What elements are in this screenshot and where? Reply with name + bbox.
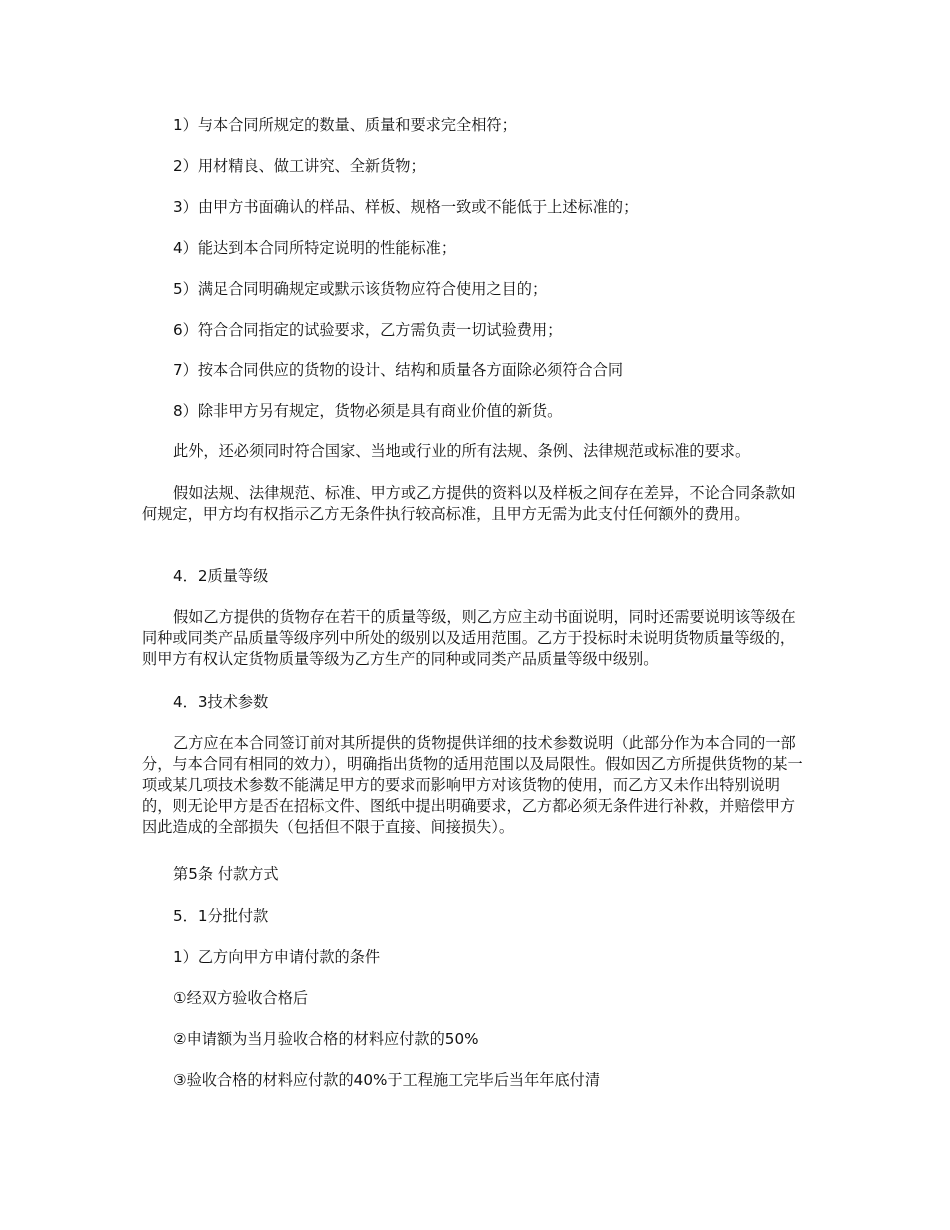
body-paragraph: 假如法规、法律规范、标准、甲方或乙方提供的资料以及样板之间存在差异，不论合同条款如何规定，甲方均有权指示乙方无条件执行较高标准，且甲方无需为此支付任何额外的费用。 xyxy=(142,484,796,523)
section-heading: 5．1分批付款 xyxy=(173,907,269,925)
section-heading: 4．2质量等级 xyxy=(173,567,269,585)
list-item: 1）乙方向甲方申请付款的条件 xyxy=(173,948,381,966)
list-item: 2）用材精良、做工讲究、全新货物； xyxy=(173,157,426,175)
body-paragraph: 假如乙方提供的货物存在若干的质量等级，则乙方应主动书面说明，同时还需要说明该等级在同种或同类产品质量等级序列中所处的级别以及适用范围。乙方于投标时未说明货物质量等级的，则甲方有权认定货物质量等级为乙方生产的同种或同类产品质量等级中级别。 xyxy=(142,608,796,668)
list-item: ③验收合格的材料应付款的40%于工程施工完毕后当年年底付清 xyxy=(173,1071,601,1089)
list-item: ②申请额为当月验收合格的材料应付款的50% xyxy=(173,1030,479,1048)
list-item: 8）除非甲方另有规定，货物必须是具有商业价值的新货。 xyxy=(173,402,563,420)
list-item: 6）符合合同指定的试验要求，乙方需负责一切试验费用； xyxy=(173,321,563,339)
list-item: ①经双方验收合格后 xyxy=(173,989,309,1007)
list-item: 4）能达到本合同所特定说明的性能标准； xyxy=(173,239,457,257)
article-heading: 第5条 付款方式 xyxy=(173,865,279,883)
list-item: 5）满足合同明确规定或默示该货物应符合使用之目的； xyxy=(173,280,548,298)
list-item: 7）按本合同供应的货物的设计、结构和质量各方面除必须符合合同 xyxy=(173,361,624,379)
section-heading: 4．3技术参数 xyxy=(173,693,269,711)
body-paragraph: 此外，还必须同时符合国家、当地或行业的所有法规、条例、法律规范或标准的要求。 xyxy=(173,442,751,460)
body-paragraph: 乙方应在本合同签订前对其所提供的货物提供详细的技术参数说明（此部分作为本合同的一部分，与本合同有相同的效力），明确指出货物的适用范围以及局限性。假如因乙方所提供货物的某一项或某几项技术参数不能满足甲方的要求而影响甲方对该货物的使用，而乙方又未作出特别说明的，则无论甲方是否在招标文件、图纸中提出明确要求，乙方都必须无条件进行补救，并赔偿甲方因此造成的全部损失（包括但不限于直接、间接损失）。 xyxy=(142,734,803,836)
list-item: 3）由甲方书面确认的样品、样板、规格一致或不能低于上述标准的； xyxy=(173,198,639,216)
list-item: 1）与本合同所规定的数量、质量和要求完全相符； xyxy=(173,116,517,134)
